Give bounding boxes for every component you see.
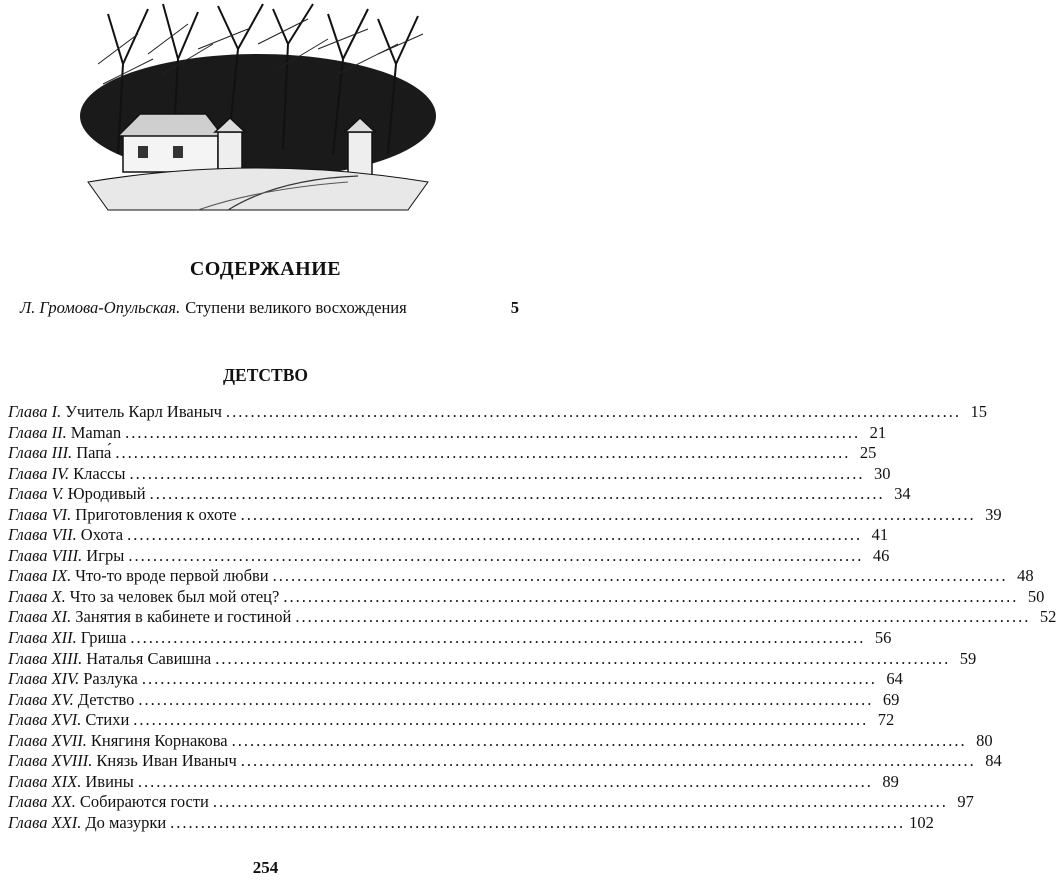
chapter-entry [8,751,1002,772]
chapter-page-number: 59 [959,648,977,668]
chapter-title: Ивины [85,771,134,791]
chapter-label: Глава VIII. [8,545,83,565]
chapter-entry [8,463,891,485]
chapter-page-number: 56 [874,628,892,648]
dot-leader: ........................................................................................................................ [212,792,948,812]
chapter-entry [8,607,1056,628]
chapter-title: Учитель Карл Иваныч [65,402,222,421]
chapter-label: Глава V. [8,484,64,504]
chapter-title: Княгиня Корнакова [90,730,228,750]
chapter-title: Детство [77,689,135,709]
chapter-page-number: 21 [869,422,887,442]
chapter-label: Глава XIII. [8,648,83,668]
chapter-page-number: 25 [859,443,877,463]
chapter-title: Юродивый [67,484,146,504]
chapter-entry [8,586,1045,608]
dot-leader: ........................................................................................................................ [125,422,861,442]
chapter-entry [8,648,977,670]
chapter-title: Папа́ [76,443,112,463]
chapter-label: Глава XVIII. [8,751,93,771]
dot-leader: ........................................................................................................................ [231,730,967,750]
chapter-page-number: 34 [894,484,911,504]
chapter-title: Гриша [80,628,127,648]
chapter-title: Что-то вроде первой любви [75,566,269,586]
chapter-title: Стихи [85,710,130,730]
chapter-entry [8,402,987,423]
chapter-title: Охота [80,525,124,545]
chapter-title: Классы [73,463,126,483]
chapter-label: Глава XI. [8,607,72,627]
chapter-title: Князь Иван Иваныч [96,751,237,771]
chapter-label: Глава XX. [8,792,76,812]
dot-leader: ........................................................................................................................ [215,648,951,668]
chapter-title: Занятия в кабинете и гостиной [75,607,292,627]
dot-leader: ........................................................................................................................ [138,689,874,709]
dot-leader: ........................................................................................................................ [141,669,877,689]
estate-engraving-illustration [78,4,436,210]
dot-leader: ........................................................................................................................ [283,586,1019,606]
dot-leader: ........................................................................................................................ [127,525,863,545]
chapter-page-number: 72 [877,710,895,730]
chapter-entry [8,504,1002,526]
chapter-title: Разлука [83,669,138,689]
chapter-page-number: 64 [886,669,903,689]
dot-leader: ........................................................................................................................ [130,628,866,648]
chapter-title: Игры [86,545,125,565]
chapter-title: Что за человек был мой отец? [69,586,280,606]
chapter-label: Глава XII. [8,628,77,648]
dot-leader: ........................................................................................................................ [149,484,885,504]
chapter-label: Глава XXI. [8,812,82,832]
chapter-label: Глава II. [8,422,67,442]
chapter-list [8,402,1056,833]
dot-leader: ........................................................................................................................ [240,504,976,524]
chapter-page-number: 50 [1027,586,1045,606]
chapter-page-number: 89 [882,771,899,791]
chapter-title: Приготовления к охоте [75,504,237,524]
chapter-entry [8,422,887,444]
chapter-title: Maman [70,422,122,442]
chapter-entry [8,792,974,813]
intro-page-number: 5 [510,298,519,317]
chapter-entry [8,525,889,546]
chapter-entry [8,730,993,752]
chapter-page-number: 30 [873,463,891,483]
intro-entry [20,298,519,318]
chapter-title: Наталья Савишна [86,648,212,668]
dot-leader: ........................................................................................................................ [240,751,976,771]
chapter-page-number: 97 [957,792,974,812]
chapter-label: Глава XIV. [8,669,80,689]
intro-title: Ступени великого восхождения [185,298,407,317]
chapter-page-number: 69 [882,689,900,709]
dot-leader: ........................................................................................................................ [133,710,869,730]
contents-heading: СОДЕРЖАНИЕ [189,258,342,280]
dot-leader: ........................................................................................................................ [225,402,961,421]
chapter-page-number: 41 [871,525,889,545]
chapter-page-number: 46 [872,545,890,565]
chapter-entry [8,689,900,711]
chapter-page-number: 102 [909,812,934,832]
dot-leader: ........................................................................................................................ [137,771,873,791]
chapter-label: Глава I. [8,402,62,421]
chapter-entry [8,669,903,690]
chapter-label: Глава IX. [8,566,72,586]
chapter-page-number: 80 [976,730,993,750]
chapter-label: Глава VII. [8,525,77,545]
chapter-entry [8,628,892,649]
chapter-label: Глава VI. [8,504,72,524]
chapter-title: До мазурки [85,812,167,832]
section-heading: ДЕТСТВО [223,365,308,385]
chapter-label: Глава XIX. [8,771,82,791]
chapter-label: Глава XVI. [8,710,82,730]
chapter-entry [8,710,895,731]
chapter-page-number: 84 [985,751,1002,771]
chapter-entry [8,443,877,464]
chapter-label: Глава III. [8,443,73,463]
page-number: 254 [252,858,279,877]
chapter-label: Глава X. [8,586,66,606]
dot-leader: ........................................................................................................................ [129,463,865,483]
dot-leader: ........................................................................................................................ [115,443,851,463]
chapter-page-number: 15 [970,402,987,421]
chapter-label: Глава IV. [8,463,70,483]
dot-leader: ........................................................................................................................ [295,607,1031,627]
chapter-entry [8,484,911,505]
chapter-entry [8,771,899,793]
intro-author: Л. Громова-Опульская. [20,298,181,317]
chapter-entry [8,812,934,834]
chapter-label: Глава XVII. [8,730,87,750]
chapter-page-number: 48 [1017,566,1034,586]
chapter-page-number: 39 [985,504,1002,524]
dot-leader: ........................................................................................................................ [128,545,864,565]
chapter-entry [8,566,1034,587]
chapter-label: Глава XV. [8,689,74,709]
dot-leader: ........................................................................................................................ [170,812,906,832]
chapter-entry [8,545,890,567]
chapter-title: Собираются гости [79,792,209,812]
dot-leader: ........................................................................................................................ [272,566,1008,586]
chapter-page-number: 52 [1039,607,1056,627]
